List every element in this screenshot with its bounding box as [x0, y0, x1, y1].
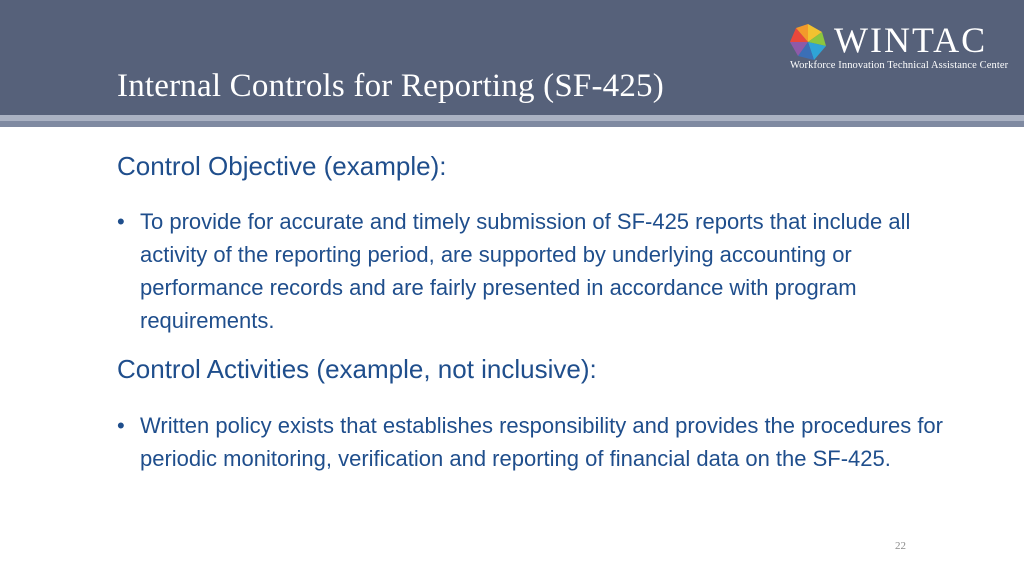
bullet-item-activities: [117, 409, 947, 475]
logo-name: WINTAC: [834, 20, 988, 60]
logo-subtitle: Workforce Innovation Technical Assistance Center: [790, 60, 1009, 71]
pinwheel-logo-icon: [788, 22, 828, 62]
bullet-text-objective: To provide for accurate and timely submission of SF-425 reports that include all activity of the reporting period, are supported by underlying accounting or performance records and are fairly presented in accordance with program requirements.: [140, 209, 911, 333]
page-number: 22: [895, 540, 906, 552]
section-heading-activities: Control Activities (example, not inclusive):: [117, 354, 597, 384]
header-bar: [0, 0, 1024, 115]
bullet-icon: •: [117, 209, 125, 234]
section-heading-objective: Control Objective (example):: [117, 151, 447, 181]
slide-title: Internal Controls for Reporting (SF-425): [117, 68, 664, 104]
wintac-logo: [788, 22, 1012, 74]
header-divider-dark: [0, 121, 1024, 127]
bullet-text-activities: Written policy exists that establishes responsibility and provides the procedures for periodic monitoring, verification and reporting of financial data on the SF-425.: [140, 413, 943, 471]
bullet-icon: •: [117, 413, 125, 438]
bullet-item-objective: [117, 205, 947, 337]
